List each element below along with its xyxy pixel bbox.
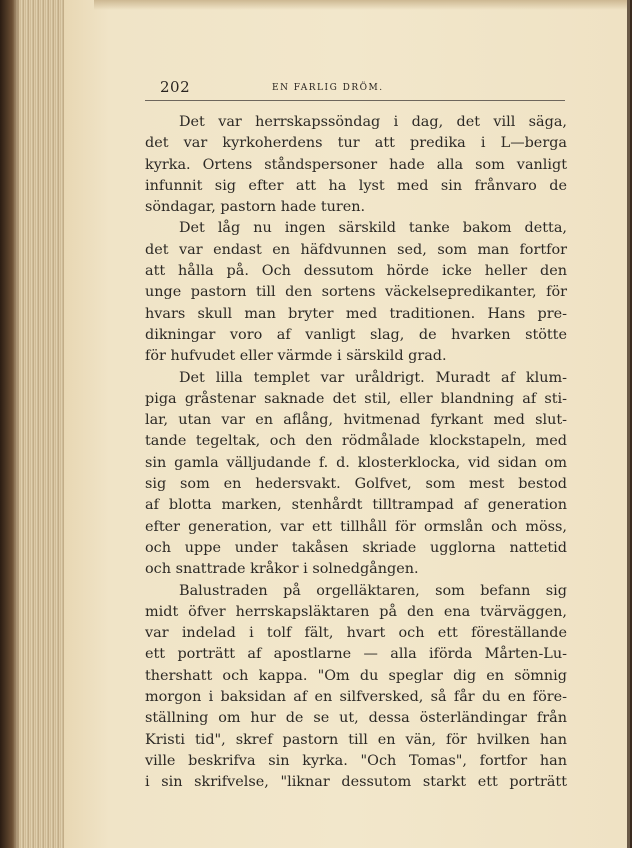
text-line: tande tegeltak, och den rödmålade klockstapeln, med [145, 433, 567, 450]
text-line: midt öfver herrskapsläktaren på den ena tvärväggen, [145, 603, 567, 620]
text-line: Balustraden på orgelläktaren, som befann sig [179, 582, 567, 599]
text-line: morgon i baksidan af en silfversked, så får du en före- [145, 689, 567, 706]
running-title: EN FARLIG DRÖM. [272, 83, 384, 93]
binding-shadow [0, 0, 20, 848]
text-line: Det låg nu ingen särskild tanke bakom detta, [179, 220, 567, 237]
text-line: det var kyrkoherdens tur att predika i L—berga [145, 135, 567, 152]
text-line: och snattrade kråkor i solnedgången. [145, 561, 419, 578]
text-line: ville beskrifva sin kyrka. "Och Tomas", fortfor han [145, 752, 567, 769]
text-line: sig som en hedersvakt. Golfvet, som mest bestod [145, 476, 567, 493]
text-line: lar, utan var en aflång, hvitmenad fyrkant med slut- [145, 412, 567, 429]
text-line: söndagar, pastorn hade turen. [145, 199, 366, 216]
page-right-edge [627, 0, 630, 848]
header-rule [145, 100, 565, 101]
text-line: Kristi tid", skref pastorn till en vän, för hvilken han [145, 731, 567, 748]
text-line: och uppe under takåsen skriade ugglorna nattetid [145, 539, 567, 556]
text-line: det var endast en häfdvunnen sed, som man fortfor [145, 241, 567, 258]
text-line: hvars skull man bryter med traditionen. Hans pre- [145, 305, 567, 322]
text-line: kyrka. Ortens ståndspersoner hade alla som vanligt [145, 156, 567, 173]
text-line: thershatt och kappa. "Om du speglar dig en sömnig [145, 667, 567, 684]
text-line: piga gråstenar saknade det stil, eller blandning af sti- [145, 390, 567, 407]
text-line: i sin skrifvelse, "liknar dessutom starkt ett porträtt [145, 774, 567, 791]
page-number: 202 [160, 78, 191, 96]
text-line: Det var herrskapssöndag i dag, det vill säga, [179, 114, 567, 130]
text-line: dikningar voro af vanligt slag, de hvarken stötte [145, 326, 567, 343]
text-line: för hufvudet eller värmde i särskild grad. [145, 348, 447, 365]
text-line: ett porträtt af apostlarne — alla iförda Mårten-Lu- [145, 646, 567, 663]
page-top-shadow [94, 0, 630, 10]
text-line: unge pastorn till den sortens väckelsepredikanter, för [145, 284, 567, 301]
page-header [145, 78, 565, 104]
text-line: att hålla på. Och dessutom hörde icke heller den [145, 263, 567, 280]
text-line: ställning om hur de se ut, dessa österländingar från [145, 710, 567, 727]
text-line: af blotta marken, stenhårdt tilltrampad af generation [145, 497, 567, 514]
text-line: Det lilla templet var uråldrigt. Muradt af klum- [179, 369, 567, 386]
text-line: efter generation, var ett tillhåll för ormslån och möss, [145, 518, 567, 535]
text-line: var indelad i tolf fält, hvart och ett föreställande [145, 625, 567, 642]
text-line: infunnit sig efter att ha lyst med sin frånvaro de [145, 177, 567, 194]
body-text [145, 112, 567, 794]
text-line: sin gamla välljudande f. d. klosterklocka, vid sidan om [145, 454, 567, 471]
